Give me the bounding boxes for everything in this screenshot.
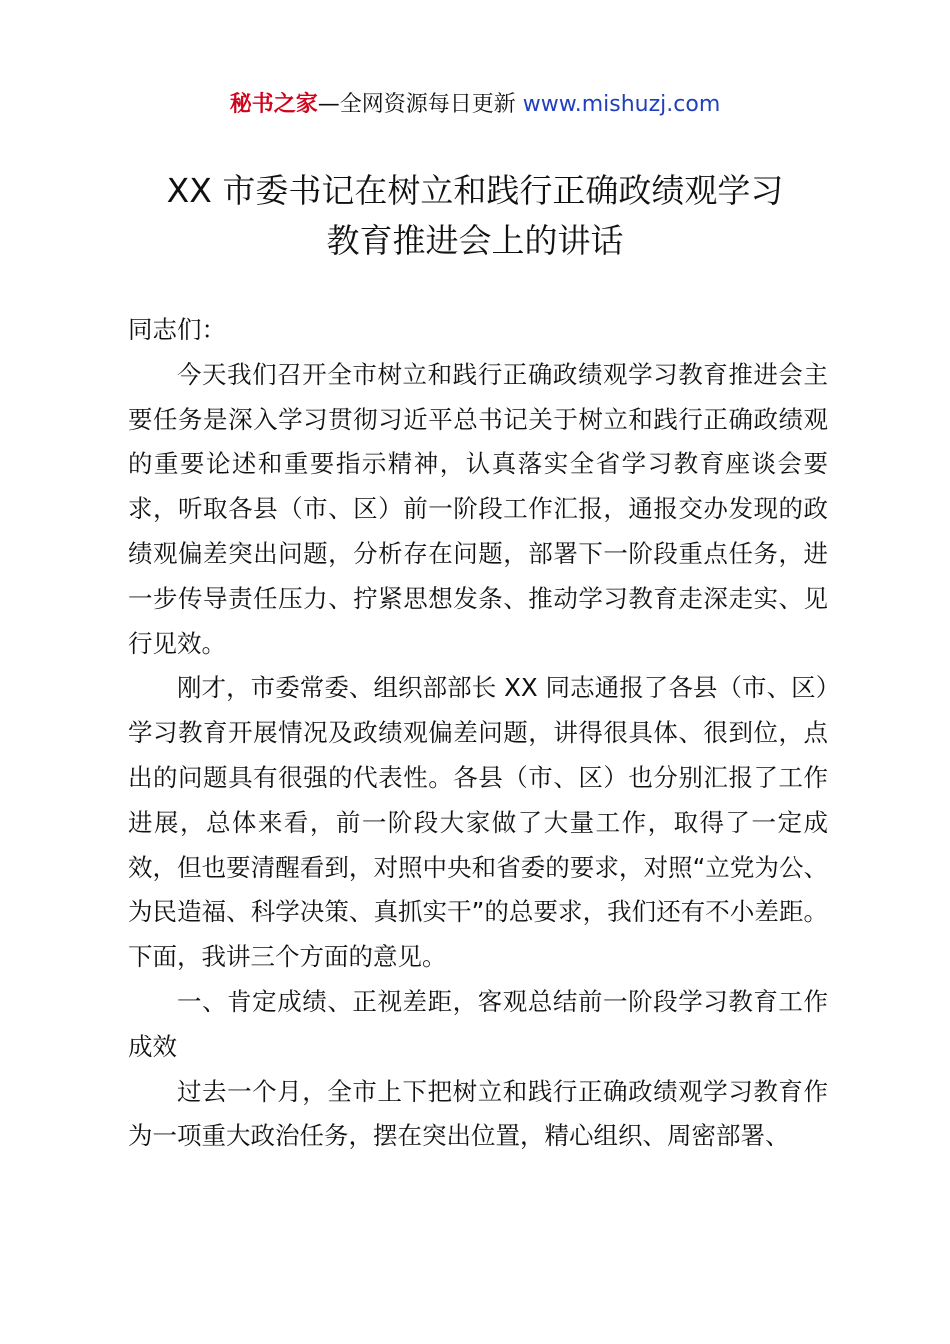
paragraph-2: 刚才，市委常委、组织部部长 XX 同志通报了各县（市、区）学习教育开展情况及政绩观偏差问题，讲得很具体、很到位，点出的问题具有很强的代表性。各县（市、区）也分别汇报了工作进展，总体来看，前一阶段大家做了大量工作，取得了一定成效，但也要清醒看到，对照中央和省委的要求，对照“立党为公、为民造福、科学决策、真抓实干”的总要求，我们还有不小差距。下面，我讲三个方面的意见。 xyxy=(128,673,828,972)
site-url-link[interactable]: www.mishuzj.com xyxy=(522,92,721,117)
brand-name: 秘书之家 xyxy=(229,92,318,117)
salutation: 同志们： xyxy=(128,315,226,344)
header-tagline: —全网资源每日更新 xyxy=(317,92,523,117)
paragraph-1: 今天我们召开全市树立和践行正确政绩观学习教育推进会主要任务是深入学习贯彻习近平总书记关于树立和践行正确政绩观的重要论述和重要指示精神，认真落实全省学习教育座谈会要求，听取各县（市、区）前一阶段工作汇报，通报交办发现的政绩观偏差突出问题，分析存在问题，部署下一阶段重点任务，进一步传导责任压力、拧紧思想发条、推动学习教育走深走实、见行见效。 xyxy=(128,359,828,658)
title-line-1: XX 市委书记在树立和践行正确政绩观学习 xyxy=(166,171,784,210)
paragraph-3: 过去一个月，全市上下把树立和践行正确政绩观学习教育作为一项重大政治任务，摆在突出位置，精心组织、周密部署、 xyxy=(128,1076,828,1151)
site-header xyxy=(0,88,950,122)
title-line-2: 教育推进会上的讲话 xyxy=(326,221,624,260)
section-heading-1: 一、肯定成绩、正视差距，客观总结前一阶段学习教育工作成效 xyxy=(128,986,828,1061)
document-body xyxy=(128,308,828,1159)
document-title xyxy=(0,166,950,266)
